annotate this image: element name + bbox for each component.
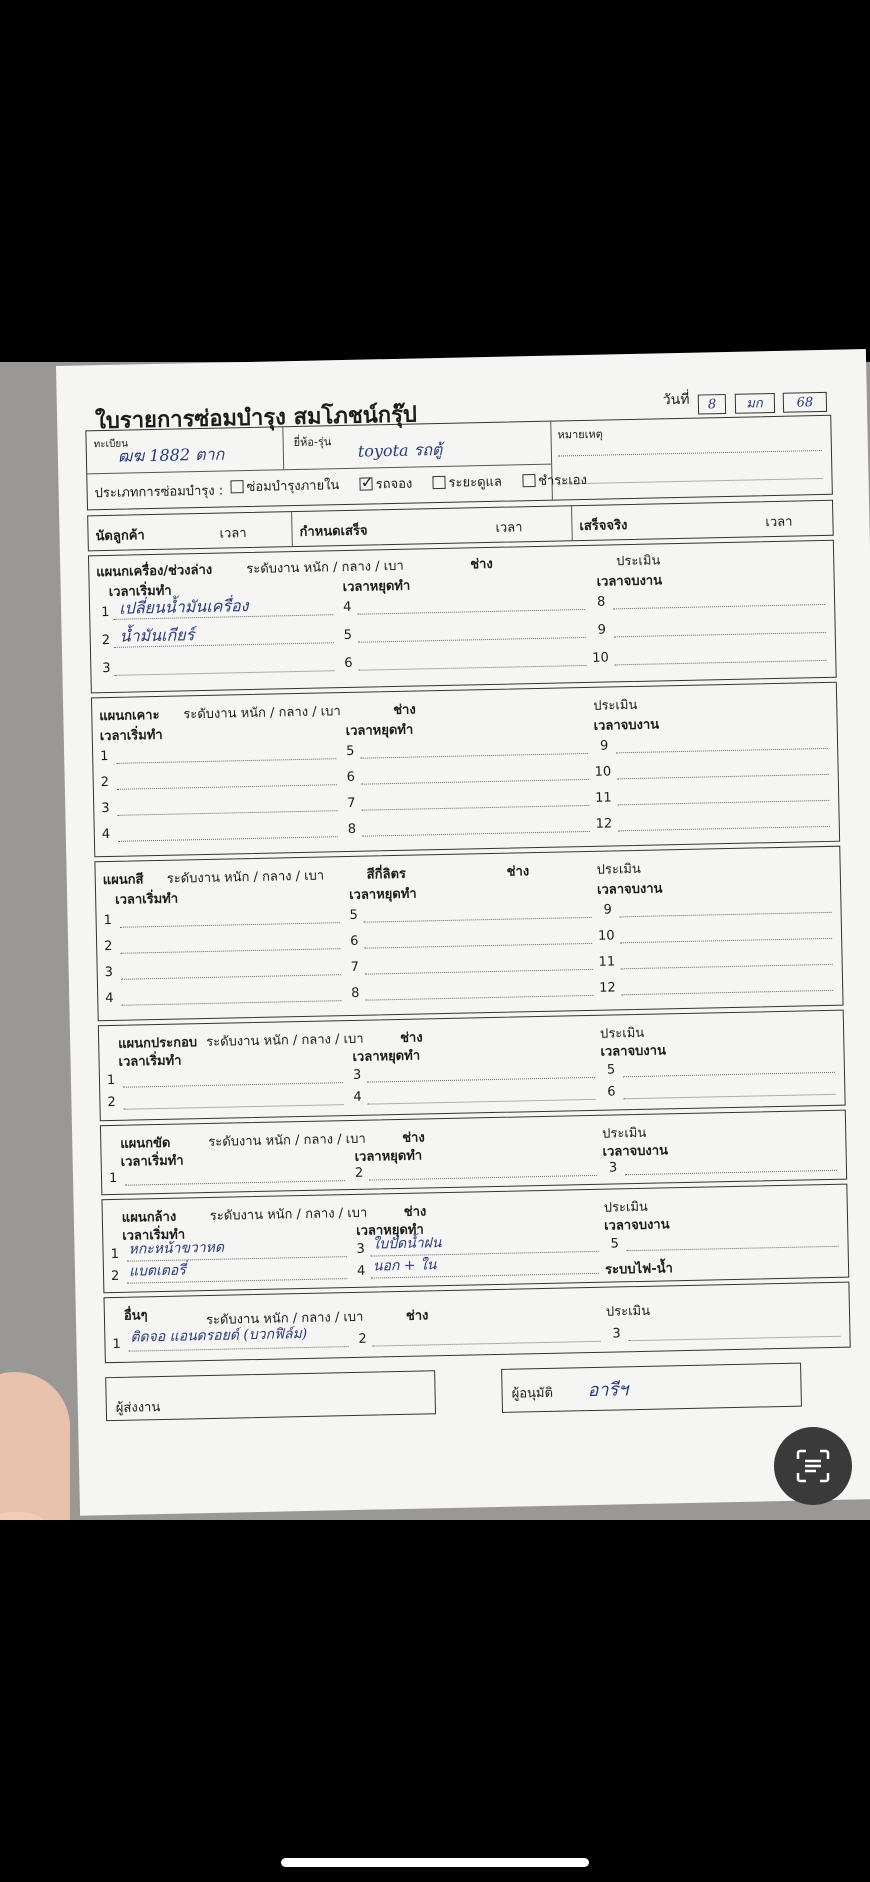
body-tech: ช่าง (393, 702, 416, 719)
engine-row-num: 9 (597, 622, 607, 638)
wash-start: เวลาเริ่มทำ (122, 1227, 186, 1244)
wash-entry-4: นอก + ใน (372, 1257, 437, 1275)
assembly-pause: เวลาหยุดทำ (352, 1048, 421, 1065)
paint-row-num: 4 (105, 990, 114, 1007)
polish-row-num: 3 (608, 1160, 618, 1176)
other-row-num: 2 (358, 1331, 367, 1347)
assembly-level: ระดับงาน หนัก / กลาง / เบา (206, 1031, 364, 1051)
engine-row-num: 2 (101, 632, 111, 649)
polish-row-num: 2 (354, 1165, 364, 1181)
body-start: เวลาเริ่มทำ (99, 727, 163, 745)
paint-row-num: 8 (351, 985, 360, 1001)
paint-row-num: 10 (597, 928, 615, 944)
other-entry-1: ติดจอ แอนดรอยด์ (บวกฟิล์ม) (130, 1325, 308, 1346)
assembly-start: เวลาเริ่มทำ (118, 1053, 182, 1070)
body-row-num: 2 (100, 774, 110, 791)
live-text-button[interactable] (774, 1427, 852, 1505)
option-scheduled-label: ระยะดูแล (448, 474, 503, 491)
type-label: ประเภทการซ่อมบำรุง : (94, 483, 224, 502)
other-level: ระดับงาน หนัก / กลาง / เบา (205, 1309, 364, 1329)
body-end: เวลาจบงาน (593, 717, 660, 734)
paint-row-num: 3 (104, 964, 114, 981)
body-name: แผนกเคาะ (99, 707, 160, 725)
appt-label: นัดลูกค้า (95, 528, 145, 545)
engine-name: แผนกเครื่อง/ช่วงล่าง (96, 562, 213, 581)
wash-extra: ระบบไฟ-น้ำ (604, 1261, 673, 1278)
date-day: 8 (698, 394, 726, 415)
wash-entry-3: ใบปัดน้ำฝน (372, 1235, 442, 1253)
body-row-num: 11 (595, 790, 612, 806)
assembly-row-num: 5 (606, 1062, 616, 1078)
polish-eval: ประเมิน (602, 1125, 647, 1142)
body-level: ระดับงาน หนัก / กลาง / เบา (183, 704, 341, 723)
checkbox-reserved[interactable] (359, 477, 372, 490)
engine-eval: ประเมิน (616, 553, 661, 570)
actual-time-label: เวลา (765, 514, 793, 531)
date-field (663, 386, 828, 415)
wash-name: แผนกล้าง (121, 1209, 177, 1226)
paint-liters: สีกี่ลิตร (366, 866, 407, 883)
engine-tech: ช่าง (470, 556, 493, 573)
hand (0, 1372, 70, 1520)
paint-row-num: 2 (104, 938, 113, 955)
polish-pause: เวลาหยุดทำ (354, 1148, 423, 1165)
paint-name: แผนกสี (102, 872, 144, 889)
date-label: วันที่ (662, 391, 690, 409)
paint-tech: ช่าง (506, 864, 530, 880)
other-name: อื่นๆ (123, 1308, 148, 1324)
checkbox-internal[interactable] (230, 480, 243, 493)
wash-end: เวลาจบงาน (603, 1217, 670, 1234)
paint-row-num: 1 (103, 912, 113, 929)
wash-row-num: 5 (610, 1236, 619, 1252)
assembly-tech: ช่าง (400, 1030, 423, 1046)
body-eval: ประเมิน (593, 697, 638, 714)
wash-row-num: 1 (110, 1246, 120, 1263)
appt-time-label: เวลา (219, 526, 247, 542)
other-row-num: 1 (112, 1336, 121, 1353)
wash-entry-1: หกะหน้าขวาหด (128, 1239, 225, 1258)
engine-pause: เวลาหยุดทำ (342, 578, 411, 596)
polish-row-num: 1 (108, 1170, 118, 1187)
body-row-num: 4 (101, 826, 111, 843)
body-row-num: 8 (347, 821, 357, 837)
assembly-row-num: 6 (607, 1084, 616, 1100)
engine-entry-2: น้ำมันเกียร์ (119, 625, 195, 646)
paint-row-num: 7 (350, 959, 360, 975)
engine-level: ระดับงาน หนัก / กลาง / เบา (246, 558, 404, 578)
polish-name: แผนกขัด (120, 1135, 171, 1152)
other-eval: ประเมิน (605, 1303, 651, 1320)
body-pause: เวลาหยุดทำ (345, 722, 414, 740)
wash-row-num: 3 (356, 1241, 366, 1257)
polish-start: เวลาเริ่มทำ (120, 1153, 184, 1170)
assembly-eval: ประเมิน (599, 1025, 645, 1042)
polish-level: ระดับงาน หนัก / กลาง / เบา (208, 1131, 366, 1150)
assembly-row-num: 1 (106, 1072, 116, 1089)
paint-end: เวลาจบงาน (596, 881, 663, 898)
assembly-row-num: 4 (353, 1089, 362, 1105)
maintenance-form (56, 349, 870, 1516)
option-selfpay-label: ชำระเอง (538, 472, 588, 489)
option-reserved-label: รถจอง (375, 476, 413, 493)
wash-row-num: 4 (356, 1263, 366, 1279)
assembly-row-num: 3 (352, 1067, 362, 1083)
engine-row-num: 3 (102, 660, 111, 677)
due-time-label: เวลา (495, 520, 523, 536)
other-row-num: 3 (612, 1326, 621, 1342)
paint-row-num: 5 (349, 907, 359, 923)
body-row-num: 6 (346, 769, 356, 786)
body-row-num: 3 (101, 800, 110, 817)
remark-label: หมายเหตุ (557, 427, 603, 442)
checkbox-scheduled[interactable] (432, 476, 445, 489)
engine-row-num: 1 (101, 604, 110, 621)
paint-row-num: 11 (598, 954, 616, 970)
paint-row-num: 12 (598, 980, 616, 996)
wash-entry-2: แบตเตอรี่ (128, 1262, 186, 1280)
polish-tech: ช่าง (402, 1130, 425, 1146)
paint-start: เวลาเริ่มทำ (115, 891, 179, 908)
engine-row-num: 8 (596, 594, 606, 610)
body-row-num: 5 (345, 743, 355, 760)
paint-row-num: 9 (603, 902, 612, 918)
assembly-end: เวลาจบงาน (600, 1043, 667, 1060)
wash-eval: ประเมิน (603, 1199, 649, 1216)
actual-label: เสร็จจริง (579, 518, 628, 535)
engine-row-num: 10 (592, 650, 609, 666)
date-year: 68 (783, 392, 827, 413)
engine-start: เวลาเริ่มทำ (108, 583, 172, 600)
engine-row-num: 5 (343, 627, 353, 644)
assembly-row-num: 2 (107, 1094, 116, 1111)
sender-label: ผู้ส่งงาน (115, 1400, 161, 1416)
paint-level: ระดับงาน หนัก / กลาง / เบา (166, 868, 325, 887)
body-row-num: 10 (594, 764, 612, 780)
option-internal-label: ซ่อมบำรุงภายใน (246, 478, 340, 496)
section-assembly (98, 1010, 846, 1122)
home-indicator[interactable] (281, 1858, 589, 1867)
body-row-num: 9 (599, 738, 609, 754)
due-label: กำหนดเสร็จ (299, 523, 368, 540)
body-row-num: 1 (100, 748, 109, 765)
assembly-name: แผนกประกอบ (118, 1035, 198, 1052)
wash-level: ระดับงาน หนัก / กลาง / เบา (209, 1205, 368, 1224)
model-label: ยี่ห้อ-รุ่น (293, 435, 332, 450)
paint-row-num: 6 (349, 933, 359, 949)
wash-row-num: 2 (110, 1268, 120, 1285)
date-month: มก (734, 393, 774, 414)
engine-row-num: 4 (342, 599, 352, 616)
wash-pause: เวลาหยุดทำ (356, 1222, 424, 1239)
checkbox-selfpay[interactable] (522, 474, 535, 487)
plate-label: ทะเบียน (93, 438, 129, 451)
text-scan-icon (796, 1449, 830, 1483)
approver-signature: อารีฯ (587, 1379, 629, 1402)
paint-pause: เวลาหยุดทำ (348, 886, 417, 903)
engine-end: เวลาจบงาน (596, 573, 663, 590)
body-row-num: 12 (595, 816, 613, 832)
approver-label: ผู้อนุมัติ (511, 1385, 554, 1402)
paint-eval: ประเมิน (596, 861, 641, 878)
engine-row-num: 6 (344, 655, 353, 672)
other-tech: ช่าง (405, 1308, 429, 1324)
model-value: toyota รถตู้ (357, 439, 443, 461)
engine-entry-1: เปลี่ยนน้ำมันเครื่อง (118, 596, 249, 618)
body-row-num: 7 (347, 795, 356, 811)
plate-value: ฒฆ 1882 ตาก (117, 444, 225, 466)
form-title: ใบรายการซ่อมบำรุง สมโภชน์กรุ๊ป (94, 402, 418, 435)
polish-end: เวลาจบงาน (602, 1143, 669, 1160)
wash-tech: ช่าง (403, 1204, 427, 1220)
